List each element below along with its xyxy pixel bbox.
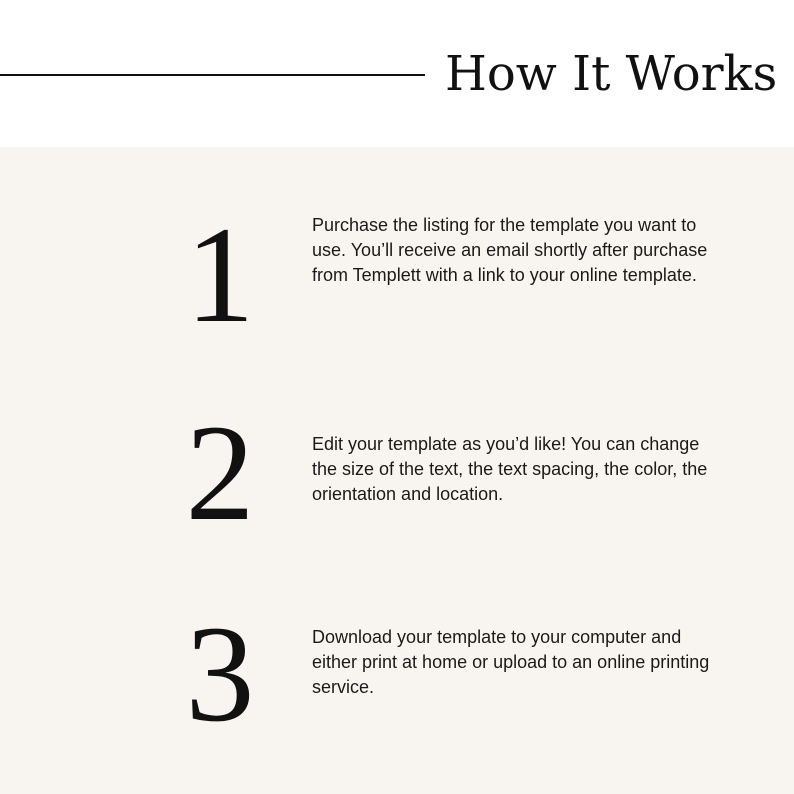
step-number: 3 bbox=[185, 597, 255, 750]
step-number: 1 bbox=[185, 198, 255, 351]
header-divider-line bbox=[0, 74, 425, 76]
step-description: Purchase the listing for the template you want to use. You’ll receive an email shortly after purchase from Templett with a link to your online template. bbox=[312, 215, 708, 285]
step-description: Download your template to your computer and either print at home or upload to an online printing service. bbox=[312, 627, 710, 697]
step-description: Edit your template as you’d like! You can change the size of the text, the text spacing, the color, the orientation and location. bbox=[312, 434, 708, 504]
header bbox=[0, 0, 794, 147]
page-title: How It Works bbox=[445, 46, 778, 102]
step-number: 2 bbox=[185, 396, 255, 549]
